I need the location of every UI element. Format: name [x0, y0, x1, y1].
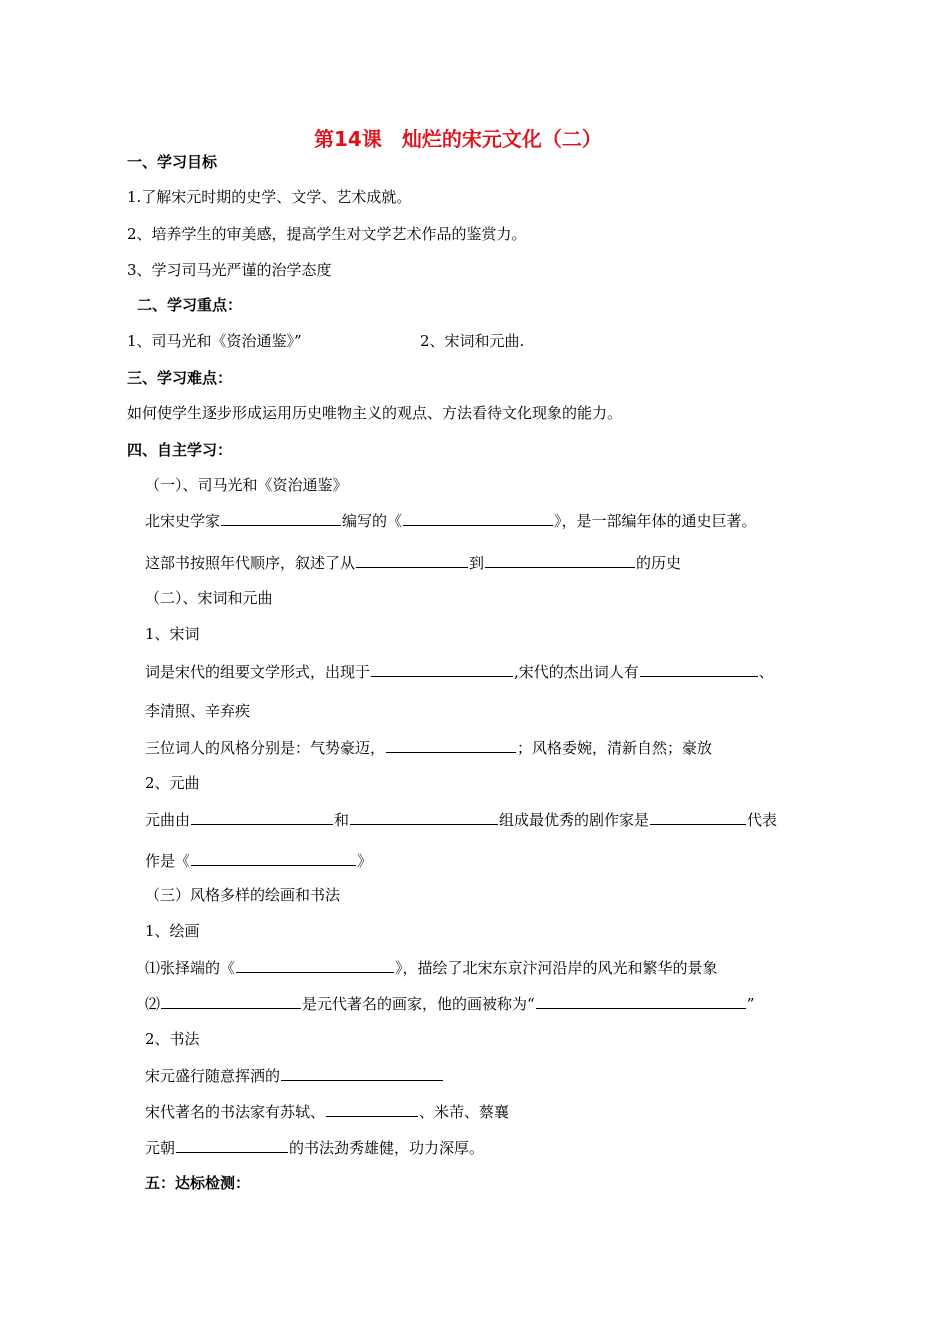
- fill-blank[interactable]: [536, 993, 746, 1009]
- goals-heading: 一、学习目标: [127, 153, 218, 171]
- fill-blank[interactable]: [281, 1065, 443, 1081]
- goal-item: 3、学习司马光严谨的治学态度: [127, 261, 332, 279]
- fill-blank[interactable]: [371, 661, 513, 677]
- goal-item: 2、培养学生的审美感，提高学生对文学艺术作品的鉴赏力。: [127, 225, 527, 243]
- fill-line: 元曲由 和 组成最优秀的剧作家是 代表: [145, 811, 778, 829]
- fill-line: 这部书按照年代顺序，叙述了从 到 的历史: [145, 554, 682, 572]
- fill-blank[interactable]: [176, 1137, 288, 1153]
- fill-blank[interactable]: [191, 809, 333, 825]
- fill-line: 词是宋代的组要文学形式，出现于 ,宋代的杰出词人有 、: [145, 663, 774, 681]
- part1-title: （一）、司马光和《资治通鉴》: [145, 476, 348, 494]
- fill-blank[interactable]: [326, 1101, 418, 1117]
- text-line: 李清照、辛弃疾: [145, 702, 251, 720]
- fill-blank[interactable]: [356, 552, 468, 568]
- fill-line: 三位词人的风格分别是：气势豪迈， ；风格委婉，清新自然；豪放: [145, 739, 713, 757]
- fill-line: 北宋史学家 编写的《 》，是一部编年体的通史巨著。: [145, 512, 757, 530]
- fill-line: ⑵ 是元代著名的画家，他的画被称为“ ”: [145, 995, 755, 1013]
- fill-blank[interactable]: [161, 993, 301, 1009]
- page-title: 第14课 灿烂的宋元文化（二）: [314, 127, 602, 151]
- fill-blank[interactable]: [236, 957, 394, 973]
- fill-blank[interactable]: [221, 510, 341, 526]
- fill-blank[interactable]: [650, 809, 746, 825]
- part3-title: （三）风格多样的绘画和书法: [145, 886, 341, 904]
- fill-line: 宋代著名的书法家有苏轼、 、米芾、蔡襄: [145, 1103, 510, 1121]
- fill-line: ⑴张择端的《 》，描绘了北宋东京汴河沿岸的风光和繁华的景象: [145, 959, 718, 977]
- fill-line: 元朝 的书法劲秀雄健，功力深厚。: [145, 1139, 485, 1157]
- fill-line: 作是《 》: [145, 852, 373, 870]
- part2-title: （二）、宋词和元曲: [145, 589, 273, 607]
- fill-blank[interactable]: [403, 510, 553, 526]
- fill-blank[interactable]: [350, 809, 498, 825]
- goal-item: 1.了解宋元时期的史学、文学、艺术成就。: [127, 188, 412, 206]
- sub-heading: 2、书法: [145, 1030, 200, 1048]
- assessment-heading: 五：达标检测：: [145, 1174, 251, 1192]
- self-study-heading: 四、自主学习：: [127, 441, 233, 459]
- key-point-item: 1、司马光和《资治通鉴》”: [127, 332, 302, 350]
- fill-blank[interactable]: [386, 737, 516, 753]
- fill-blank[interactable]: [485, 552, 635, 568]
- fill-blank[interactable]: [640, 661, 758, 677]
- sub-heading: 1、绘画: [145, 922, 200, 940]
- fill-line: 宋元盛行随意挥洒的: [145, 1065, 444, 1086]
- difficulties-text: 如何使学生逐步形成运用历史唯物主义的观点、方法看待文化现象的能力。: [127, 404, 623, 422]
- key-points-heading: 二、学习重点：: [137, 296, 243, 314]
- sub-heading: 2、元曲: [145, 774, 200, 792]
- key-point-item: 2、宋词和元曲.: [420, 332, 525, 350]
- difficulties-heading: 三、学习难点：: [127, 369, 233, 387]
- fill-blank[interactable]: [191, 850, 356, 866]
- sub-heading: 1、宋词: [145, 625, 200, 643]
